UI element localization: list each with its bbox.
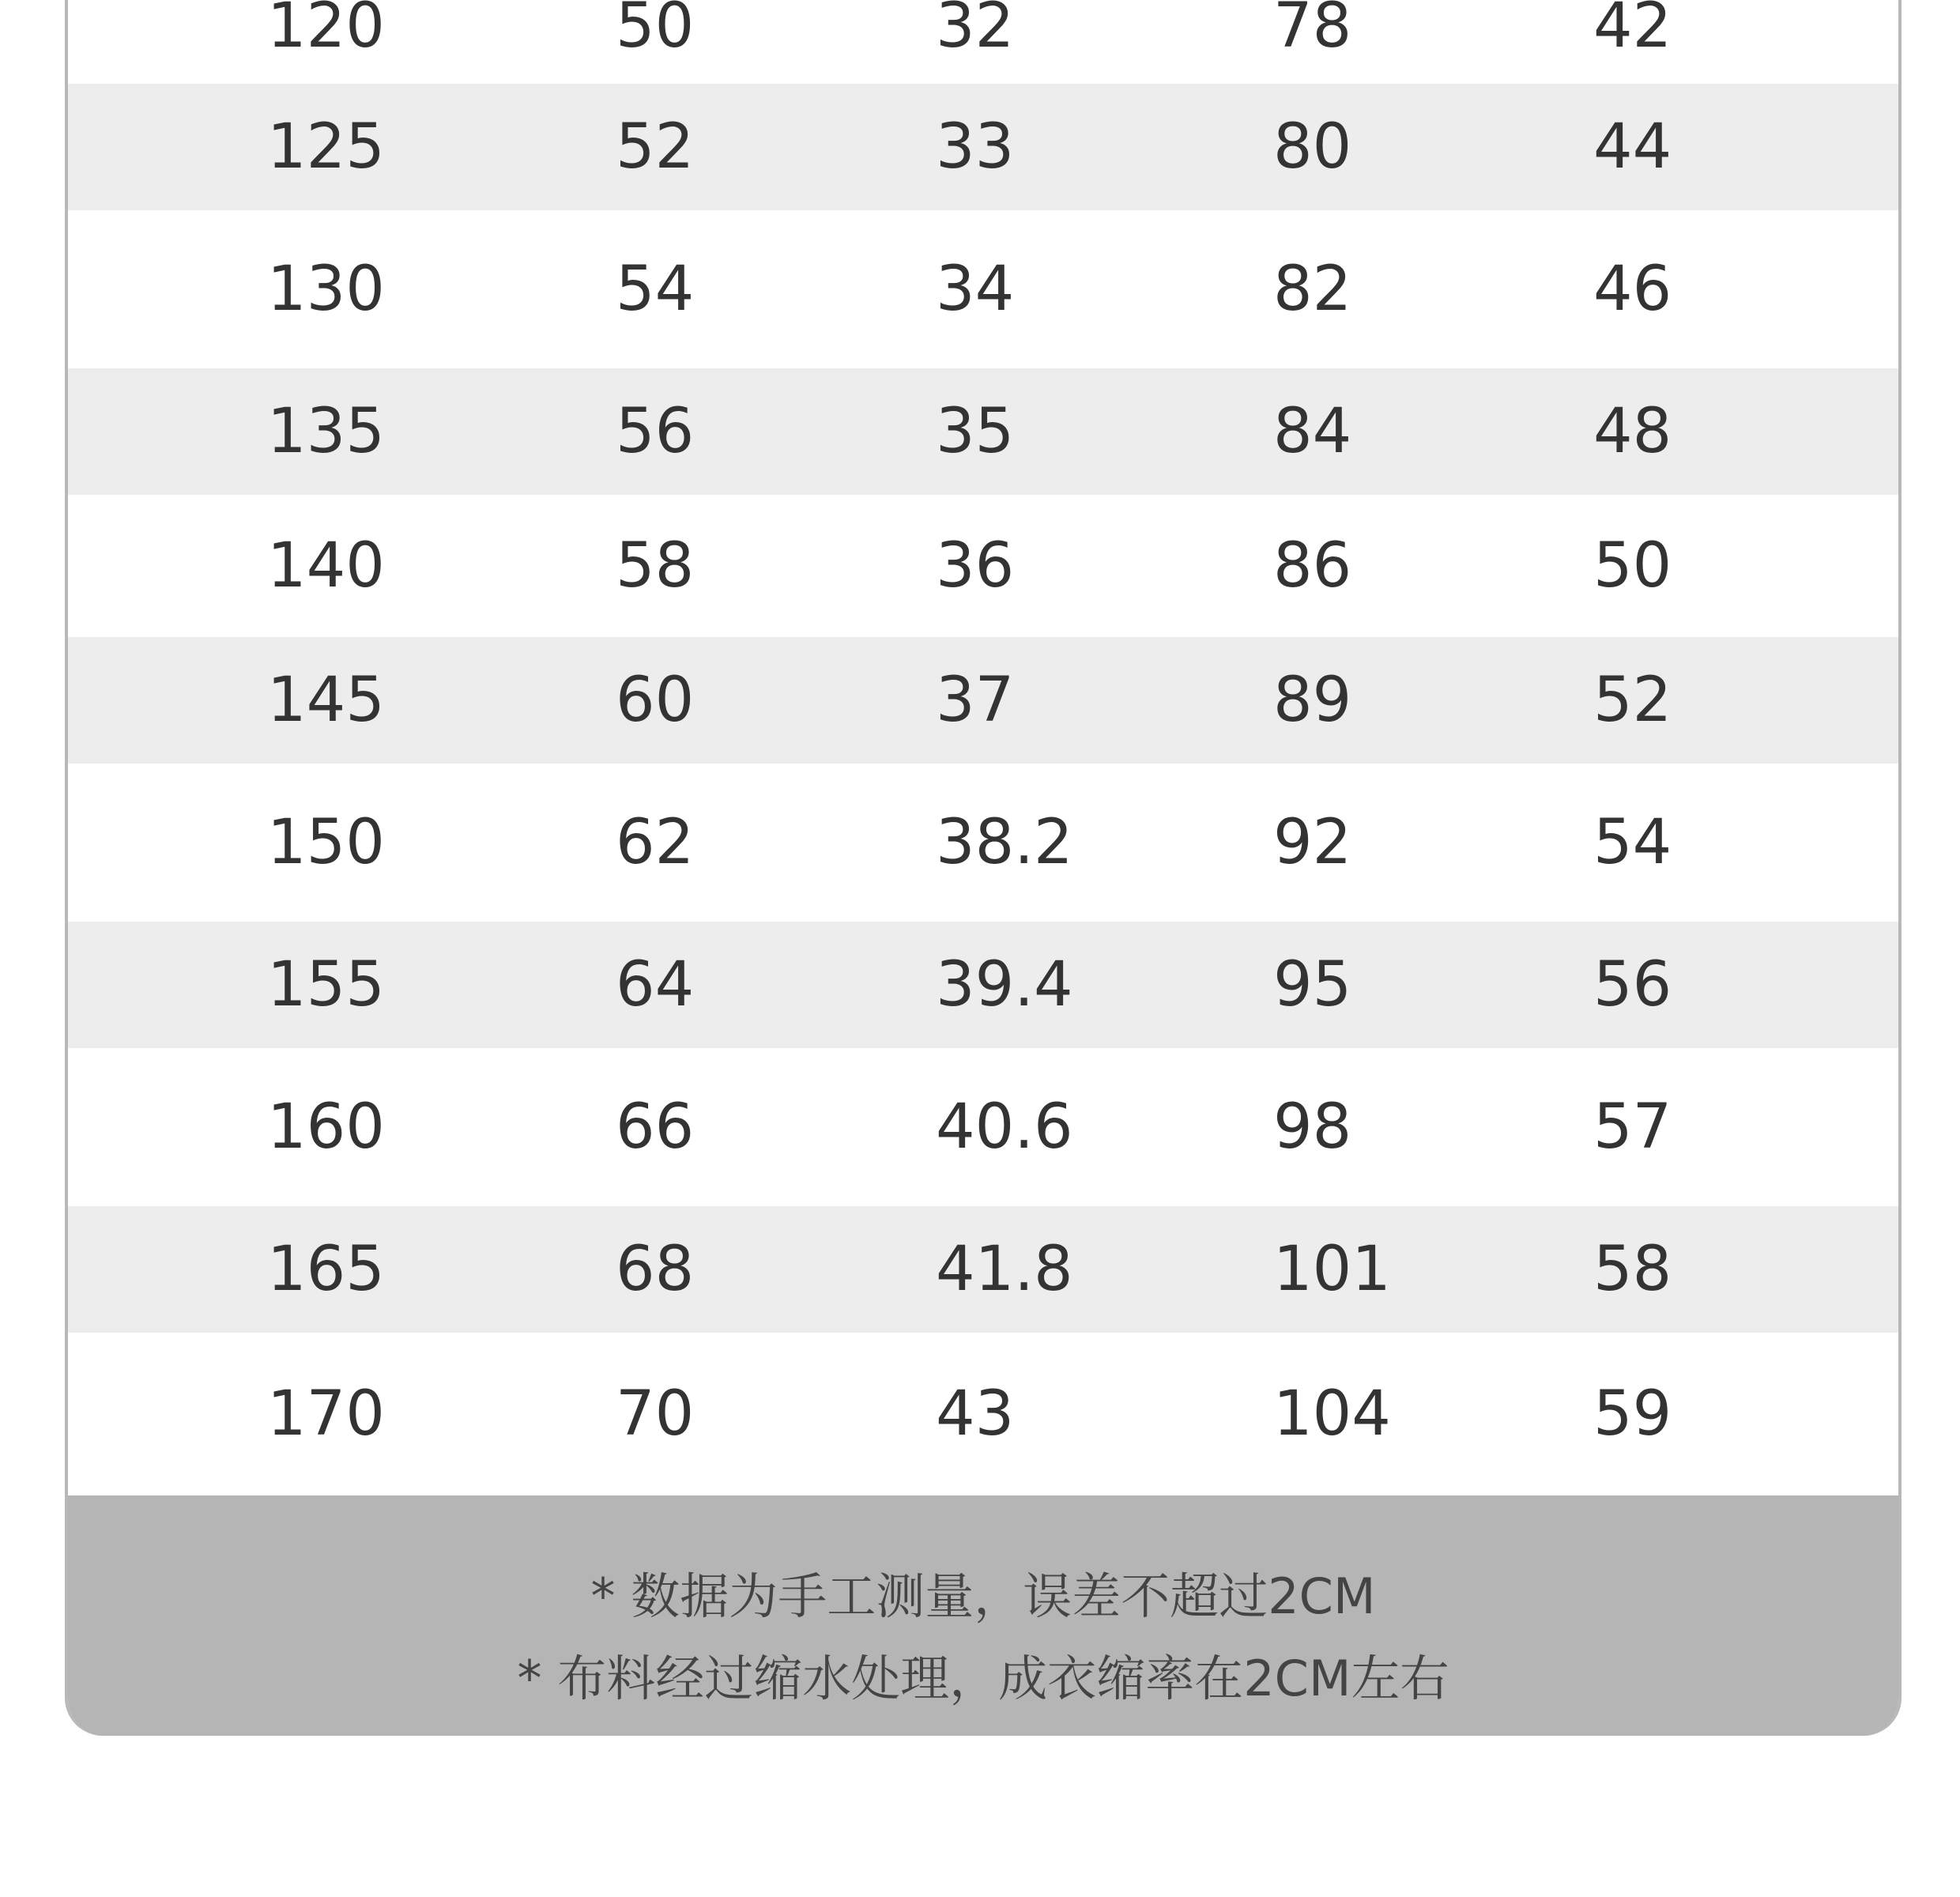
- table-cell: 101: [1273, 1234, 1391, 1305]
- table-row: [68, 637, 1898, 764]
- table-cell: 39.4: [936, 949, 1073, 1020]
- table-cell: 35: [936, 396, 1015, 467]
- table-row: [68, 368, 1898, 495]
- table-cell: 54: [1593, 807, 1672, 878]
- notes-panel: [68, 1495, 1898, 1736]
- size-table: [68, 0, 1898, 1495]
- table-cell: 48: [1593, 396, 1672, 467]
- table-row: [68, 1206, 1898, 1333]
- table-cell: 170: [267, 1378, 385, 1450]
- table-cell: 160: [267, 1092, 385, 1163]
- note-shrinkage: * 布料经过缩水处理，成衣缩率在2CM左右: [517, 1650, 1449, 1707]
- table-cell: 50: [616, 0, 695, 62]
- table-cell: 92: [1273, 807, 1352, 878]
- size-chart-card: [65, 0, 1902, 1736]
- table-row: [68, 495, 1898, 637]
- table-cell: 86: [1273, 530, 1352, 602]
- table-cell: 155: [267, 949, 385, 1020]
- table-row: [68, 922, 1898, 1048]
- table-cell: 52: [1593, 665, 1672, 736]
- table-cell: 42: [1593, 0, 1672, 62]
- table-cell: 64: [616, 949, 695, 1020]
- table-cell: 98: [1273, 1092, 1352, 1163]
- table-cell: 84: [1273, 396, 1352, 467]
- table-cell: 82: [1273, 254, 1352, 325]
- table-cell: 135: [267, 396, 385, 467]
- table-row: [68, 84, 1898, 210]
- table-row: [68, 764, 1898, 922]
- table-row: [68, 0, 1898, 84]
- table-row: [68, 1048, 1898, 1206]
- table-cell: 43: [936, 1378, 1015, 1450]
- table-cell: 120: [267, 0, 385, 62]
- table-cell: 140: [267, 530, 385, 602]
- table-cell: 165: [267, 1234, 385, 1305]
- table-cell: 58: [616, 530, 695, 602]
- table-cell: 34: [936, 254, 1015, 325]
- table-cell: 80: [1273, 111, 1352, 183]
- table-cell: 50: [1593, 530, 1672, 602]
- table-row: [68, 1333, 1898, 1495]
- table-cell: 46: [1593, 254, 1672, 325]
- table-cell: 52: [616, 111, 695, 183]
- table-cell: 44: [1593, 111, 1672, 183]
- table-cell: 33: [936, 111, 1015, 183]
- table-cell: 62: [616, 807, 695, 878]
- table-cell: 54: [616, 254, 695, 325]
- table-cell: 58: [1593, 1234, 1672, 1305]
- table-cell: 66: [616, 1092, 695, 1163]
- table-cell: 60: [616, 665, 695, 736]
- table-cell: 89: [1273, 665, 1352, 736]
- table-cell: 40.6: [936, 1092, 1073, 1163]
- table-cell: 57: [1593, 1092, 1672, 1163]
- table-cell: 95: [1273, 949, 1352, 1020]
- table-cell: 145: [267, 665, 385, 736]
- table-cell: 32: [936, 0, 1015, 62]
- table-cell: 56: [616, 396, 695, 467]
- table-cell: 70: [616, 1378, 695, 1450]
- table-cell: 41.8: [936, 1234, 1073, 1305]
- table-cell: 38.2: [936, 807, 1073, 878]
- table-cell: 78: [1273, 0, 1352, 62]
- note-measurement-tolerance: * 数据为手工测量，误差不超过2CM: [590, 1567, 1376, 1625]
- table-cell: 104: [1273, 1378, 1391, 1450]
- table-cell: 37: [936, 665, 1015, 736]
- table-cell: 150: [267, 807, 385, 878]
- table-cell: 56: [1593, 949, 1672, 1020]
- table-cell: 59: [1593, 1378, 1672, 1450]
- table-cell: 125: [267, 111, 385, 183]
- table-cell: 130: [267, 254, 385, 325]
- table-cell: 68: [616, 1234, 695, 1305]
- table-cell: 36: [936, 530, 1015, 602]
- table-row: [68, 210, 1898, 368]
